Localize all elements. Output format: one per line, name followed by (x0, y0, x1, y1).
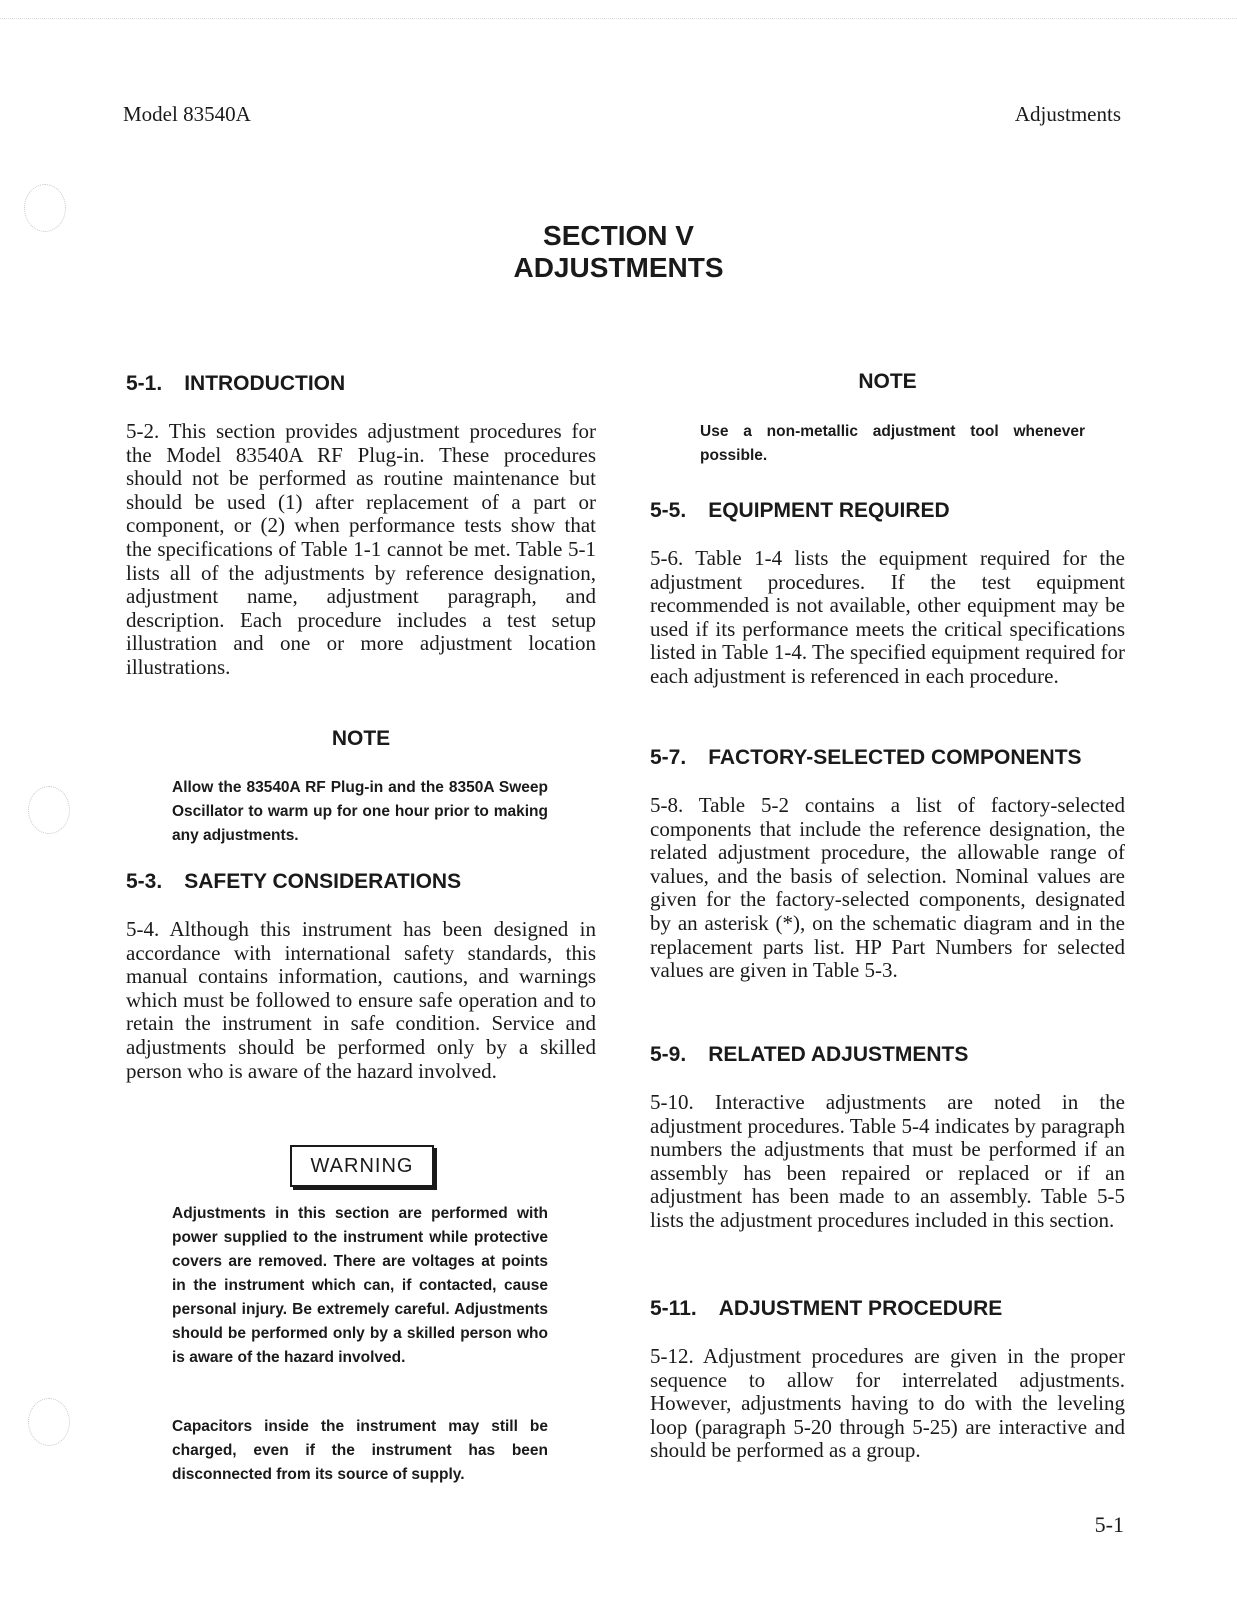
paragraph-5-2: 5-2. This section provides adjustment procedures for the Model 83540A RF Plug-in. These procedures should not be performed as routine maintenance but should be used (1) after replacement of a part or component, or (2) when performance tests show that the specifications of Table 1-1 cannot be met. Table 5-1 lists all of the adjustments by reference designation, adjustment name, adjustment paragraph, and description. Each procedure includes a test setup illustration and one or more adjustment location illustrations. (126, 419, 596, 679)
binder-hole (28, 1398, 70, 1446)
heading-equipment (650, 499, 1125, 523)
note-warmup: Allow the 83540A RF Plug-in and the 8350A Sweep Oscillator to warm up for one hour prior to making any adjustments. (172, 779, 548, 844)
heading-number: 5-11. (650, 1297, 697, 1320)
note-heading: NOTE (331, 727, 391, 750)
paragraph-5-8: 5-8. Table 5-2 contains a list of factory-selected components that include the reference designation, the related adjustment procedure, the allowable range of values, and the basis of selection. Nominal values are given for the factory-selected components, designated by an asterisk (*), on the schematic diagram and in the replacement parts list. HP Part Numbers for selected values are given in Table 5-3. (650, 793, 1125, 983)
binder-hole (28, 786, 70, 834)
heading-number: 5-1. (126, 372, 163, 395)
heading-related (650, 1043, 1125, 1067)
note-tool: Use a non-metallic adjustment tool whenever possible. (700, 423, 1085, 464)
heading-text: ADJUSTMENT PROCEDURE (718, 1297, 1003, 1320)
heading-procedure (650, 1297, 1125, 1321)
paragraph-5-4: 5-4. Although this instrument has been designed in accordance with international safety standards, this manual contains information, cautions, and warnings which must be followed to ensure safe operation and to retain the instrument in safe condition. Service and adjustments should be performed only by a skilled person who is aware of the hazard involved. (126, 917, 596, 1083)
heading-number: 5-9. (650, 1043, 687, 1066)
paragraph-5-6: 5-6. Table 1-4 lists the equipment required for the adjustment procedures. If the test equipment recommended is not available, other equipment may be used if its performance meets the critical specifications listed in Table 1-4. The specified equipment required for each adjustment is referenced in each procedure. (650, 546, 1125, 688)
section-title: SECTION V (543, 220, 694, 251)
heading-text: SAFETY CONSIDERATIONS (184, 870, 462, 893)
heading-text: RELATED ADJUSTMENTS (708, 1043, 969, 1066)
header-model: Model 83540A (123, 102, 251, 126)
scan-top-edge (0, 18, 1237, 19)
warning-capacitors-text: Capacitors inside the instrument may still be charged, even if the instrument has been disconnected from its source of supply. (172, 1418, 548, 1483)
heading-text: FACTORY-SELECTED COMPONENTS (708, 746, 1082, 769)
heading-text: EQUIPMENT REQUIRED (708, 499, 950, 522)
heading-number: 5-5. (650, 499, 687, 522)
header-section: Adjustments (1014, 102, 1121, 126)
paragraph-5-10: 5-10. Interactive adjustments are noted in the adjustment procedures. Table 5-4 indicates by paragraph numbers the adjustments that must be performed if an assembly has been repaired or replaced or if an adjustment has been made to an assembly. Table 5-5 lists the adjustment procedures included in this section. (650, 1090, 1125, 1232)
heading-introduction (126, 372, 596, 396)
heading-safety (126, 870, 596, 894)
page-number: 5-1 (1094, 1512, 1124, 1537)
note-heading: NOTE (858, 370, 917, 393)
heading-text: INTRODUCTION (184, 372, 346, 395)
warning-label: WARNING (290, 1145, 434, 1187)
paragraph-5-12: 5-12. Adjustment procedures are given in the proper sequence to allow for interrelated adjustments. However, adjustments having to do with the leveling loop (paragraph 5-20 through 5-25) are interactive and should be performed as a group. (650, 1344, 1125, 1463)
heading-number: 5-7. (650, 746, 687, 769)
heading-factory-selected (650, 746, 1125, 770)
section-subtitle: ADJUSTMENTS (513, 252, 724, 283)
heading-number: 5-3. (126, 870, 163, 893)
warning-text: Adjustments in this section are performed with power supplied to the instrument while protective covers are removed. There are voltages at points in the instrument which can, if contacted, cause personal injury. Be extremely careful. Adjustments should be performed only by a skilled person who is aware of the hazard involved. (172, 1205, 548, 1366)
